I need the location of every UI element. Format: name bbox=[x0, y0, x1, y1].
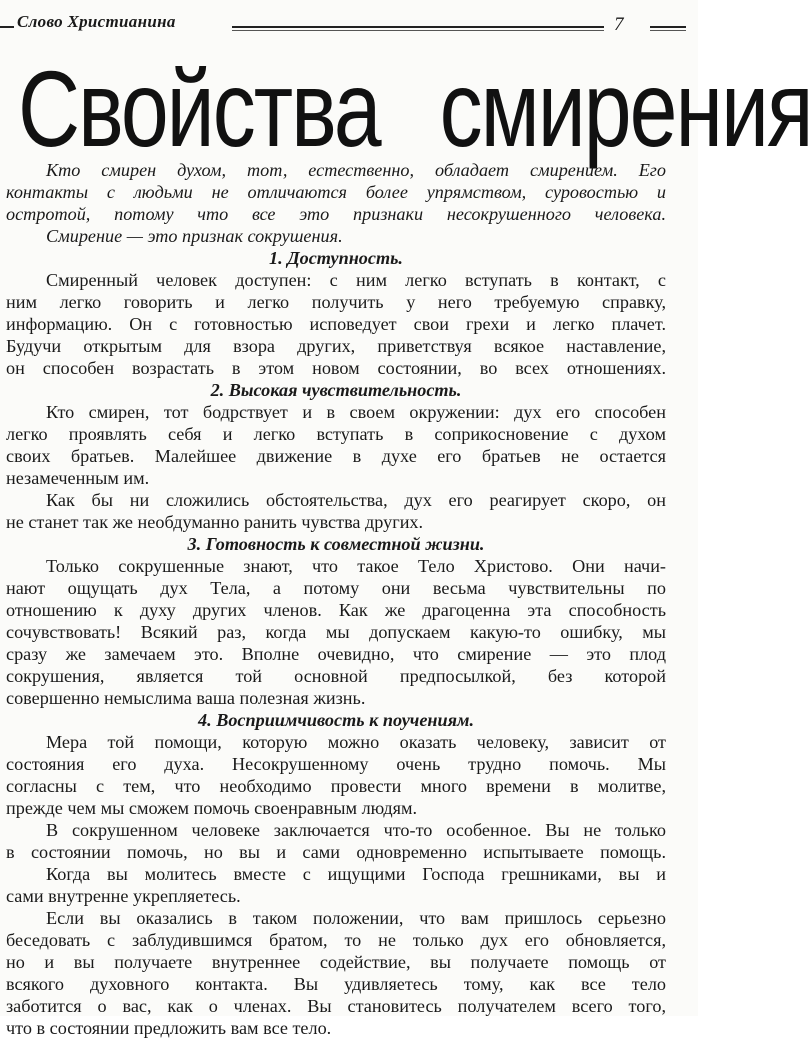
body-line: Мера той помощи, которую можно оказать человеку, зависит от bbox=[46, 732, 666, 752]
body-line: Только сокрушенные знают, что такое Тело Христово. Они начи- bbox=[46, 556, 666, 576]
section-heading-4: 4. Восприимчивость к поучениям. bbox=[198, 710, 474, 730]
article-title bbox=[18, 42, 812, 177]
page-number: 7 bbox=[614, 14, 624, 35]
body-line: состояния его духа. Несокрушенному очень трудно помочь. Мы bbox=[6, 754, 666, 774]
body-line: отношению к духу других членов. Как же драгоценна эта способность bbox=[6, 600, 666, 620]
body-line: ним легко говорить и легко получить у него требуемую справку, bbox=[6, 292, 666, 312]
running-header bbox=[0, 8, 698, 34]
lead-line-3: остротой, потому что все это признаки несокрушенного человека. bbox=[6, 204, 666, 224]
body-line: легко проявлять себя и легко вступать в соприкосновение с духом bbox=[6, 424, 666, 444]
body-line: но и вы получаете внутреннее содействие, вы получаете помощь от bbox=[6, 952, 666, 972]
body-line: незамеченным им. bbox=[6, 468, 150, 488]
body-line: прежде чем мы сможем помочь своенравным людям. bbox=[6, 798, 418, 818]
publication-title: Слово Христианина bbox=[17, 12, 176, 31]
section-heading-2: 2. Высокая чувствительность. bbox=[210, 380, 462, 400]
lead-line-1: Кто смирен духом, тот, естественно, обладает смирением. Его bbox=[46, 160, 666, 180]
header-rule-right-thin bbox=[650, 30, 686, 31]
body-line: информацию. Он с готовностью исповедует свои грехи и легко плачет. bbox=[6, 314, 666, 334]
body-line: совершенно немыслима ваша полезная жизнь. bbox=[6, 688, 366, 708]
body-line: Кто смирен, тот бодрствует и в своем окружении: дух его способен bbox=[46, 402, 666, 422]
body-line: Смиренный человек доступен: с ним легко вступать в контакт, с bbox=[46, 270, 666, 290]
header-rule-left bbox=[0, 26, 14, 28]
section-heading-3: 3. Готовность к совместной жизни. bbox=[187, 534, 485, 554]
body-line: Будучи открытым для взора других, приветствуя всякое наставление, bbox=[6, 336, 666, 356]
body-line: своих братьев. Малейшее движение в духе его братьев не остается bbox=[6, 446, 666, 466]
body-line: он способен возрастать в этом новом состоянии, во всех отношениях. bbox=[6, 358, 666, 378]
header-rule-right bbox=[650, 26, 686, 28]
body-line: сами внутренне укрепляетесь. bbox=[6, 886, 241, 906]
lead-line-2: контакты с людьми не отличаются более упрямством, суровостью и bbox=[6, 182, 666, 202]
body-line: Как бы ни сложились обстоятельства, дух его реагирует скоро, он bbox=[46, 490, 666, 510]
body-line: В сокрушенном человеке заключается что-то особенное. Вы не только bbox=[46, 820, 666, 840]
body-line: не станет так же необдуманно ранить чувства других. bbox=[6, 512, 424, 532]
body-line: что в состоянии предложить вам все тело. bbox=[6, 1018, 332, 1038]
body-line: всякого духовного контакта. Вы удивляетесь тому, как все тело bbox=[6, 974, 666, 994]
body-line: Если вы оказались в таком положении, что вам пришлось серьезно bbox=[46, 908, 666, 928]
body-line: беседовать с заблудившимся братом, то не только дух его обновляется, bbox=[6, 930, 666, 950]
section-heading-1: 1. Доступность. bbox=[269, 248, 403, 268]
title-word-2: смирения bbox=[439, 49, 812, 170]
body-line: заботится о вас, как о членах. Вы становитесь получателем всего того, bbox=[6, 996, 666, 1016]
header-rule-middle-thin bbox=[232, 30, 604, 31]
body-line: сокрушения, является той основной предпосылкой, без которой bbox=[6, 666, 666, 686]
title-word-1: Свойства bbox=[18, 49, 380, 170]
body-line: нают ощущать дух Тела, а потому они весьма чувствительны по bbox=[6, 578, 666, 598]
body-line: Когда вы молитесь вместе с ищущими Господа грешниками, вы и bbox=[46, 864, 666, 884]
header-rule-middle bbox=[232, 26, 604, 28]
body-line: сочувствовать! Всякий раз, когда мы допускаем какую-то ошибку, мы bbox=[6, 622, 666, 642]
body-line: сразу же замечаем это. Вполне очевидно, что смирение — это плод bbox=[6, 644, 666, 664]
lead-line-4: Смирение — это признак сокрушения. bbox=[46, 226, 343, 246]
body-line: согласны с тем, что необходимо провести много времени в молитве, bbox=[6, 776, 666, 796]
body-line: в состоянии помочь, но вы и сами одновременно испытываете помощь. bbox=[6, 842, 666, 862]
